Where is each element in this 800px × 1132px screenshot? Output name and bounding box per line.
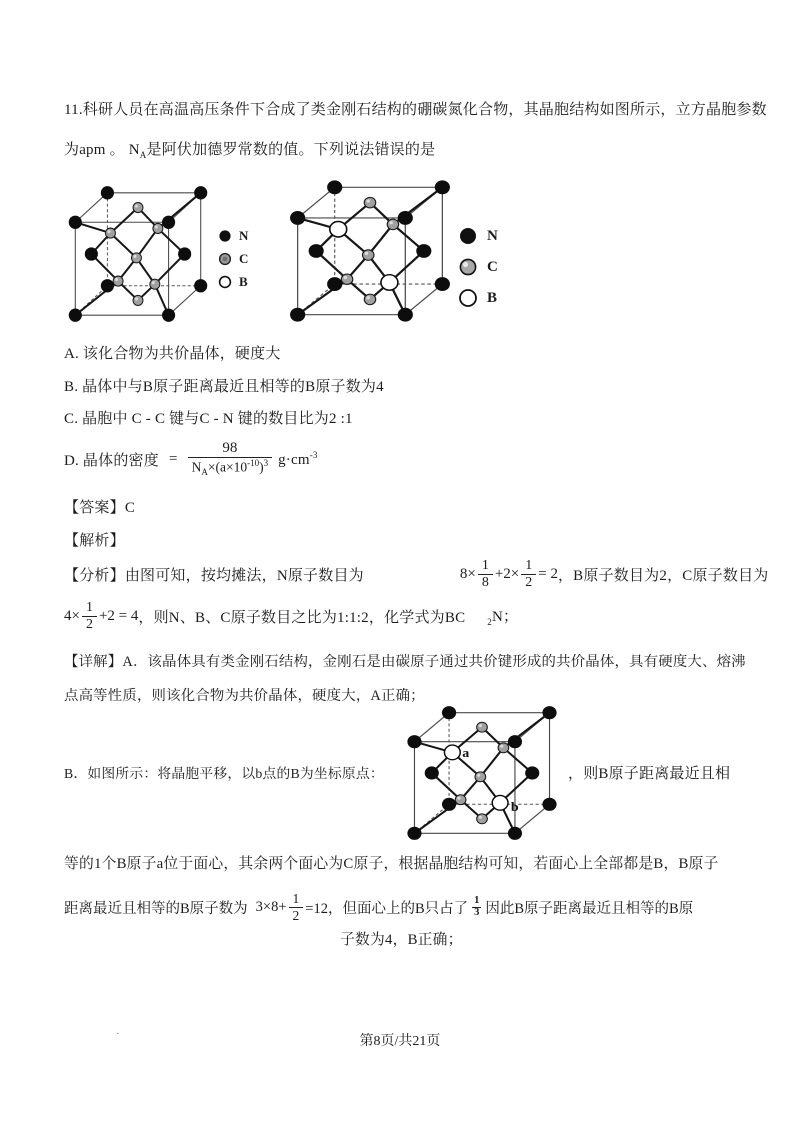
legend-row-c [458, 257, 498, 277]
detail-b-cont-1: 等的1个B原子a位于面心，其余两个面心为C原子，根据晶胞结构可知，若面心上全部都是B，B原子 [64, 856, 719, 872]
legend-label-n: N [239, 228, 249, 243]
option-d [64, 432, 318, 486]
detail-b-right: ，则B原子距离最近且相 [568, 766, 731, 782]
jiexi-label: 【解析】 [64, 533, 125, 549]
atom-label-b: b [510, 799, 519, 815]
legend-label-b: B [239, 274, 248, 289]
answer-line: 【答案】C [64, 500, 136, 516]
equals-sign: = [168, 450, 178, 467]
n-atom-icon [458, 226, 478, 246]
figure-1-legend [218, 228, 248, 297]
option-c: C. 晶胞中 C - C 键与C - N 键的数目比为2 :1 [64, 411, 353, 427]
legend-row-b [218, 274, 248, 290]
n-atom-icon [218, 229, 232, 243]
analysis-line: 【分析】 由图可知，按均摊法，N原子数目为 8× $\frac{1}{8}$ +2× $\frac{1}{2}$ = 2 ，B原子数目为2，C原子数目为 [64, 557, 769, 590]
b-neighbor-formula: 3×8+ $\frac{1}{2}$ =12，但面心上的B只占了 [255, 891, 469, 923]
density-fraction: $\frac{98}{N_A\times(a\times 10^{-10})^3}$ [188, 440, 272, 477]
option-a: A. 该化合物为共价晶体，硬度大 [64, 346, 281, 362]
c-count-formula: 4× $\frac{1}{2}$ +2 = 4 [64, 599, 139, 632]
atom-label-a: a [462, 745, 470, 760]
legend-label-b: B [487, 289, 498, 306]
figure-2-legend [458, 226, 498, 319]
c-atom-icon [458, 257, 478, 277]
stray-dot: · [116, 1028, 120, 1040]
detail-b-cont-3: 子数为4，B正确； [340, 932, 463, 948]
legend-row-c [218, 251, 248, 267]
b-atom-icon [218, 275, 232, 289]
question-line-1: 11.科研人员在高温高压条件下合成了类金刚石结构的硼碳氮化合物，其晶胞结构如图所示，立方晶胞参数 [64, 102, 767, 118]
n-count-formula: 8× $\frac{1}{8}$ +2× $\frac{1}{2}$ = 2 [459, 557, 558, 590]
crystal-structure-figure-3 [398, 702, 566, 844]
answer-value: C [124, 500, 136, 516]
detail-b-cont-2: 距离最近且相等的B原子数为 3×8+ $\frac{1}{2}$ =12，但面心上的B只占了 1 3 因此B原子距离最近且相等的B原 [64, 891, 694, 923]
legend-row-n [458, 226, 498, 246]
legend-row-b [458, 288, 498, 308]
detail-a-line-2: 点高等性质，则该化合物为共价晶体，硬度大，A正确； [64, 688, 425, 704]
crystal-structure-figure-1 [60, 182, 216, 326]
option-b: B. 晶体中与B原子距离最近且相等的B原子数为4 [64, 379, 384, 395]
b-atom-icon [458, 288, 478, 308]
legend-label-c: C [487, 258, 498, 275]
page-footer: 第8页/共21页 [359, 1034, 441, 1049]
question-line-2: 为apm 。 $N_A$是阿伏加德罗常数的值。下列说法错误的是 [64, 142, 436, 160]
detail-a-line-1: 【详解】A．该晶体具有类金刚石结构，金刚石是由碳原子通过共价键形成的共价晶体，具有硬度大、熔沸 [64, 654, 746, 670]
analysis-line-2: 4× $\frac{1}{2}$ +2 = 4 ，则N、B、C原子数目之比为1:1:2，化学式为BC $_2$N； [64, 599, 519, 632]
legend-label-c: C [239, 251, 249, 266]
legend-row-n [218, 228, 248, 244]
c-atom-icon [218, 252, 232, 266]
crystal-structure-figure-2 [280, 176, 460, 326]
density-unit: $g\cdot cm^{-3}$ [278, 449, 318, 468]
legend-label-n: N [487, 227, 498, 244]
formula-bc2n: $_2$N； [487, 609, 519, 627]
avogadro-subscript: A [139, 150, 147, 160]
one-third-fraction: 1 3 [474, 895, 480, 918]
detail-b-left: B．如图所示：将晶胞平移，以b点的B为坐标原点： [64, 766, 384, 781]
option-d-label: D. 晶体的密度 [64, 452, 159, 469]
